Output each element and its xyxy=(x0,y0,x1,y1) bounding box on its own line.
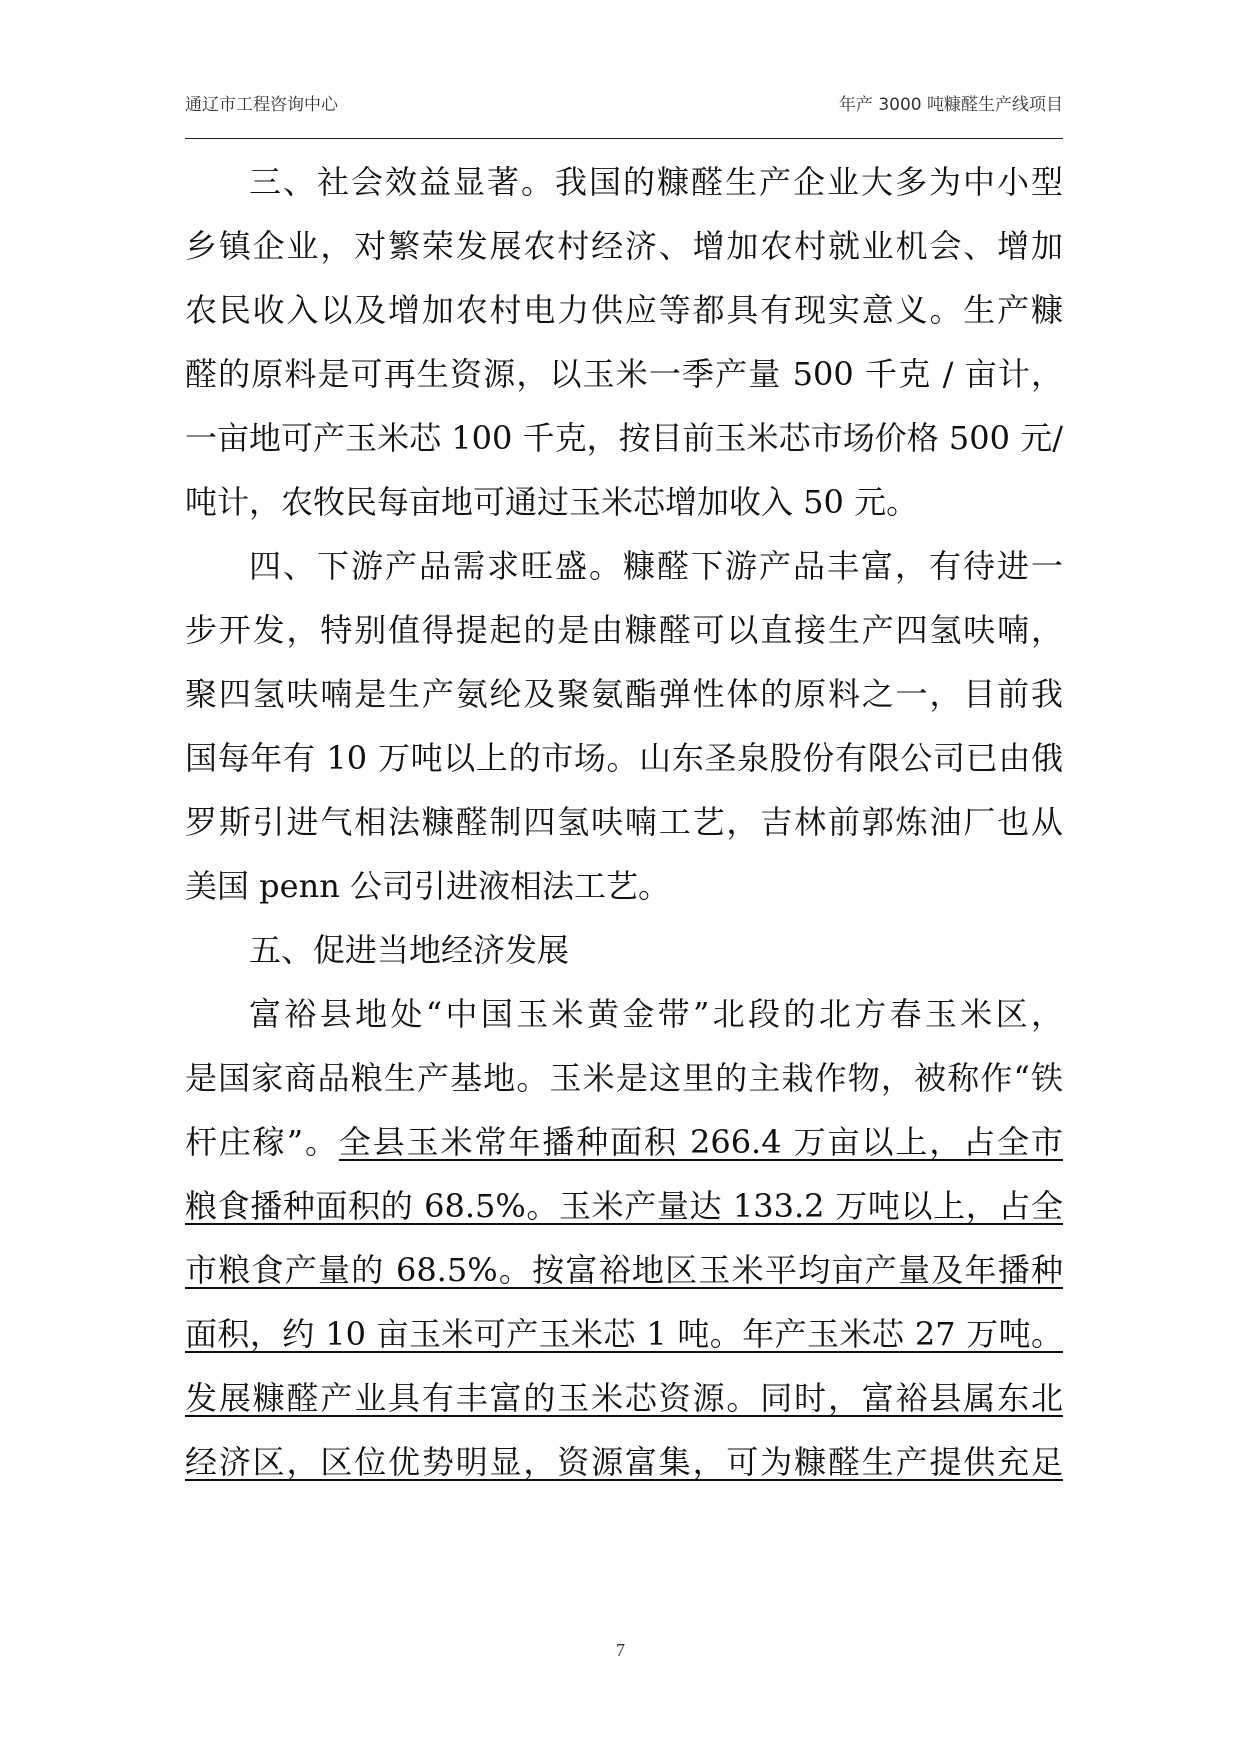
page-number: 7 xyxy=(616,1640,625,1660)
underlined-paragraph-line: 发展糠醛产业具有丰富的玉米芯资源。同时，富裕县属东北 xyxy=(185,1379,1063,1417)
header-project-title: 年产 3000 吨糠醛生产线项目 xyxy=(838,95,1063,115)
underlined-paragraph-line: 市粮食产量的 68.5%。按富裕地区玉米平均亩产量及年播种 xyxy=(185,1251,1063,1289)
paragraph-line: 美国 penn 公司引进液相法工艺。 xyxy=(185,867,670,905)
paragraph-line: 四、下游产品需求旺盛。糠醛下游产品丰富，有待进一 xyxy=(249,547,1063,585)
underlined-text: 全县玉米常年播种面积 266.4 万亩以上，占全市 xyxy=(338,1123,1063,1161)
paragraph-line: 农民收入以及增加农村电力供应等都具有现实意义。生产糠 xyxy=(185,291,1063,329)
section-heading: 五、促进当地经济发展 xyxy=(249,931,570,969)
document-body xyxy=(185,150,1063,1494)
plain-text: 杆庄稼”。 xyxy=(185,1123,339,1161)
paragraph-line-mixed xyxy=(185,1110,1063,1174)
page-header xyxy=(185,86,1063,139)
underlined-paragraph-line: 面积，约 10 亩玉米可产玉米芯 1 吨。年产玉米芯 27 万吨。 xyxy=(185,1315,1063,1353)
underlined-paragraph-line: 经济区，区位优势明显，资源富集，可为糠醛生产提供充足 xyxy=(185,1443,1063,1481)
paragraph-line: 醛的原料是可再生资源，以玉米一季产量 500 千克 / 亩计， xyxy=(185,355,1063,393)
paragraph-line: 富裕县地处“中国玉米黄金带”北段的北方春玉米区， xyxy=(249,995,1063,1033)
underlined-paragraph-line: 粮食播种面积的 68.5%。玉米产量达 133.2 万吨以上，占全 xyxy=(185,1187,1063,1225)
paragraph-line: 步开发，特别值得提起的是由糠醛可以直接生产四氢呋喃， xyxy=(185,611,1063,649)
paragraph-line: 三、社会效益显著。我国的糠醛生产企业大多为中小型 xyxy=(249,163,1063,201)
paragraph-line: 吨计，农牧民每亩地可通过玉米芯增加收入 50 元。 xyxy=(185,483,919,521)
paragraph-line: 国每年有 10 万吨以上的市场。山东圣泉股份有限公司已由俄 xyxy=(185,739,1063,777)
paragraph-line: 一亩地可产玉米芯 100 千克，按目前玉米芯市场价格 500 元/ xyxy=(185,419,1063,457)
paragraph-line: 罗斯引进气相法糠醛制四氢呋喃工艺，吉林前郭炼油厂也从 xyxy=(185,803,1063,841)
paragraph-line: 乡镇企业，对繁荣发展农村经济、增加农村就业机会、增加 xyxy=(185,227,1063,265)
header-organization: 通辽市工程咨询中心 xyxy=(185,95,338,115)
paragraph-line: 是国家商品粮生产基地。玉米是这里的主栽作物，被称作“铁 xyxy=(185,1059,1063,1097)
paragraph-line: 聚四氢呋喃是生产氨纶及聚氨酯弹性体的原料之一，目前我 xyxy=(185,675,1063,713)
